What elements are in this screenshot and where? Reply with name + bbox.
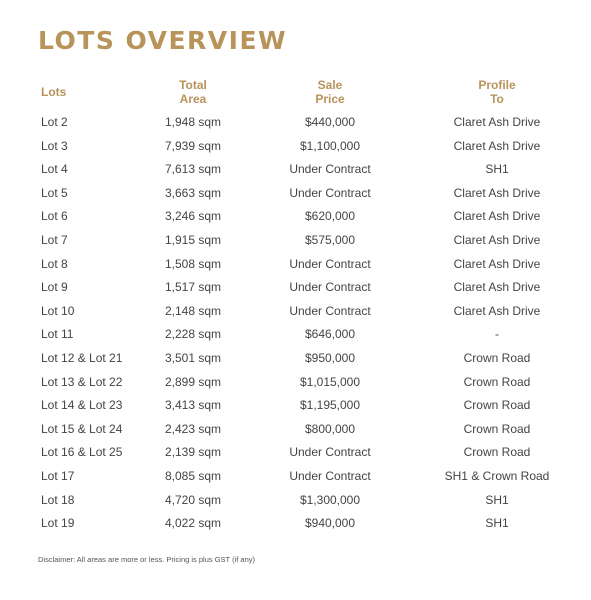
cell-profile: Crown Road bbox=[463, 421, 531, 436]
column-header-profile-line1: Profile bbox=[478, 78, 516, 92]
table-row bbox=[0, 205, 591, 229]
cell-area: 1,915 sqm bbox=[164, 232, 222, 247]
cell-area: 2,899 sqm bbox=[164, 374, 222, 389]
cell-lot: Lot 8 bbox=[41, 256, 68, 271]
cell-lot: Lot 7 bbox=[41, 232, 68, 247]
cell-price: $646,000 bbox=[304, 327, 356, 342]
cell-profile: Crown Road bbox=[463, 350, 531, 365]
table-row bbox=[0, 394, 591, 418]
cell-lot: Lot 19 bbox=[41, 516, 75, 531]
cell-lot: Lot 13 & Lot 22 bbox=[41, 374, 123, 389]
table-row bbox=[0, 111, 591, 135]
cell-lot: Lot 4 bbox=[41, 162, 68, 177]
cell-lot: Lot 11 bbox=[41, 327, 74, 342]
column-header-area-line1: Total bbox=[179, 78, 207, 92]
cell-profile: Claret Ash Drive bbox=[453, 209, 541, 224]
table-row bbox=[0, 347, 591, 371]
column-header-price-line1: Sale bbox=[317, 78, 343, 92]
cell-area: 7,939 sqm bbox=[164, 138, 222, 153]
table-row bbox=[0, 512, 591, 536]
table-row bbox=[0, 300, 591, 324]
cell-profile: Claret Ash Drive bbox=[453, 256, 541, 271]
cell-lot: Lot 16 & Lot 25 bbox=[41, 445, 123, 460]
cell-profile: Claret Ash Drive bbox=[453, 115, 541, 129]
cell-price: $620,000 bbox=[304, 209, 356, 224]
cell-lot: Lot 5 bbox=[41, 185, 68, 200]
column-header-lots-label: Lots bbox=[41, 85, 67, 99]
cell-price: Under Contract bbox=[289, 468, 371, 483]
cell-profile: SH1 bbox=[485, 162, 509, 177]
cell-profile: SH1 & Crown Road bbox=[444, 468, 550, 483]
cell-profile: Crown Road bbox=[463, 374, 531, 389]
table-row bbox=[0, 182, 591, 206]
cell-price: $950,000 bbox=[304, 350, 356, 365]
cell-lot: Lot 18 bbox=[41, 492, 75, 507]
cell-area: 4,720 sqm bbox=[164, 492, 222, 507]
cell-area: 8,085 sqm bbox=[164, 468, 222, 483]
cell-price: $1,195,000 bbox=[299, 398, 361, 413]
table-row bbox=[0, 441, 591, 465]
cell-area: 3,501 sqm bbox=[164, 350, 222, 365]
column-header-profile-to bbox=[452, 78, 542, 106]
cell-lot: Lot 2 bbox=[41, 115, 68, 129]
cell-lot: Lot 9 bbox=[41, 280, 68, 295]
cell-profile: SH1 bbox=[485, 492, 509, 507]
cell-area: 4,022 sqm bbox=[164, 516, 222, 531]
cell-lot: Lot 15 & Lot 24 bbox=[41, 421, 123, 436]
cell-lot: Lot 17 bbox=[41, 468, 75, 483]
column-header-area-line2: Area bbox=[179, 92, 207, 106]
cell-area: 2,139 sqm bbox=[164, 445, 222, 460]
column-header-total-area bbox=[162, 78, 224, 106]
cell-lot: Lot 10 bbox=[41, 303, 75, 318]
page-title: LOTS OVERVIEW bbox=[38, 26, 288, 55]
table-row bbox=[0, 418, 591, 442]
cell-profile: Claret Ash Drive bbox=[453, 303, 541, 318]
cell-profile: - bbox=[495, 327, 499, 342]
table-row bbox=[0, 323, 591, 347]
column-header-sale-price bbox=[300, 78, 360, 106]
table-row bbox=[0, 276, 591, 300]
cell-area: 7,613 sqm bbox=[164, 162, 222, 177]
cell-price: Under Contract bbox=[289, 303, 371, 318]
cell-area: 3,246 sqm bbox=[164, 209, 222, 224]
cell-price: Under Contract bbox=[289, 280, 371, 295]
cell-profile: Crown Road bbox=[463, 445, 531, 460]
cell-area: 1,948 sqm bbox=[164, 115, 222, 129]
cell-price: $1,100,000 bbox=[299, 138, 361, 153]
cell-price: $1,300,000 bbox=[299, 492, 361, 507]
column-header-lots bbox=[41, 85, 66, 99]
cell-area: 3,413 sqm bbox=[164, 398, 222, 413]
cell-area: 1,517 sqm bbox=[164, 280, 222, 295]
table-row bbox=[0, 158, 591, 182]
cell-profile: Claret Ash Drive bbox=[453, 138, 541, 153]
table-row bbox=[0, 253, 591, 277]
cell-area: 3,663 sqm bbox=[164, 185, 222, 200]
cell-lot: Lot 3 bbox=[41, 138, 68, 153]
cell-profile: Crown Road bbox=[463, 398, 531, 413]
table-row bbox=[0, 371, 591, 395]
cell-profile: Claret Ash Drive bbox=[453, 185, 541, 200]
cell-price: Under Contract bbox=[289, 256, 371, 271]
cell-lot: Lot 6 bbox=[41, 209, 68, 224]
cell-price: $800,000 bbox=[304, 421, 356, 436]
cell-lot: Lot 12 & Lot 21 bbox=[41, 350, 123, 365]
cell-lot: Lot 14 & Lot 23 bbox=[41, 398, 123, 413]
cell-area: 2,423 sqm bbox=[164, 421, 222, 436]
table-row bbox=[0, 489, 591, 513]
lots-table bbox=[0, 111, 591, 536]
cell-price: $575,000 bbox=[304, 232, 356, 247]
cell-area: 2,228 sqm bbox=[164, 327, 222, 342]
cell-price: $440,000 bbox=[304, 115, 356, 129]
cell-profile: Claret Ash Drive bbox=[453, 280, 541, 295]
cell-profile: Claret Ash Drive bbox=[453, 232, 541, 247]
cell-price: $1,015,000 bbox=[299, 374, 361, 389]
cell-price: Under Contract bbox=[289, 162, 371, 177]
table-row bbox=[0, 229, 591, 253]
column-header-profile-line2: To bbox=[490, 92, 504, 106]
cell-price: Under Contract bbox=[289, 185, 371, 200]
cell-area: 2,148 sqm bbox=[164, 303, 222, 318]
table-row bbox=[0, 135, 591, 159]
cell-price: Under Contract bbox=[289, 445, 371, 460]
column-header-price-line2: Price bbox=[315, 92, 345, 106]
cell-profile: SH1 bbox=[485, 516, 509, 531]
cell-price: $940,000 bbox=[304, 516, 356, 531]
table-row bbox=[0, 465, 591, 489]
disclaimer-text: Disclaimer: All areas are more or less. Pricing is plus GST (if any) bbox=[38, 555, 256, 564]
cell-area: 1,508 sqm bbox=[164, 256, 222, 271]
